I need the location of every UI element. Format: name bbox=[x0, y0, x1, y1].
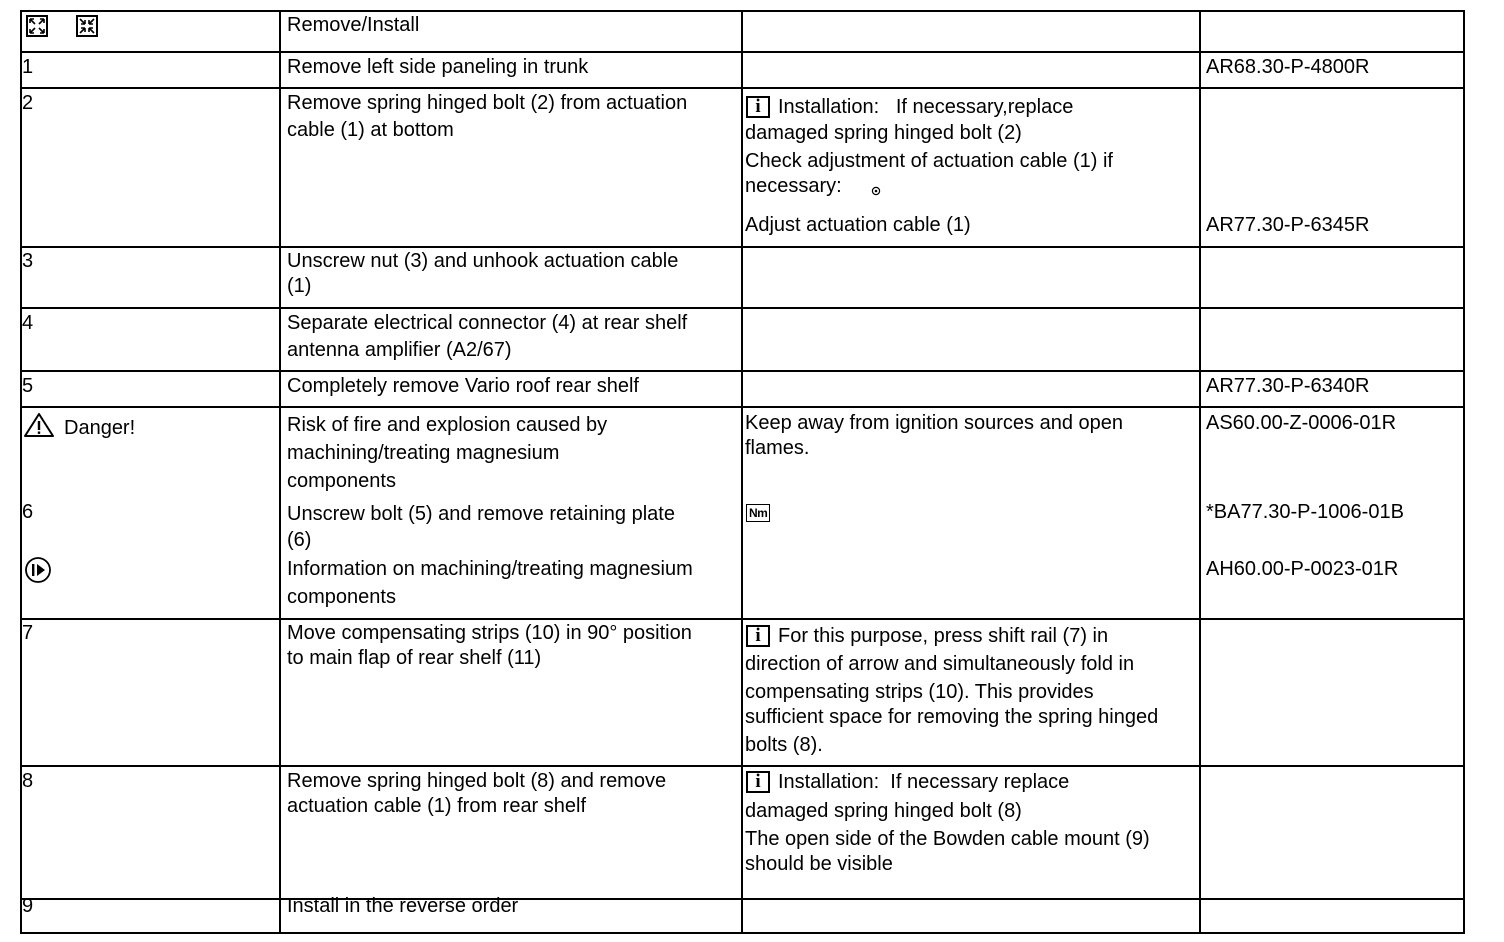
note-text: should be visible bbox=[745, 853, 893, 875]
note-text: damaged spring hinged bolt (2) bbox=[745, 122, 1022, 144]
note-text: flames. bbox=[745, 437, 810, 459]
reference-link[interactable]: AR77.30-P-6345R bbox=[1206, 214, 1370, 236]
note-text: If necessary,replace bbox=[895, 96, 1074, 118]
info-arrow-icon[interactable] bbox=[24, 556, 52, 584]
step-action: components bbox=[287, 586, 396, 608]
note-text: bolts (8). bbox=[745, 734, 823, 756]
sub-note: Adjust actuation cable (1) bbox=[745, 214, 971, 236]
info-icon[interactable]: i bbox=[746, 625, 770, 647]
column-divider bbox=[279, 10, 281, 934]
note-label: Installation: bbox=[778, 771, 880, 793]
note-text: If necessary replace bbox=[890, 771, 1070, 793]
step-number: 1 bbox=[22, 56, 34, 78]
note-line bbox=[746, 94, 1073, 120]
step-action: Completely remove Vario roof rear shelf bbox=[287, 375, 639, 397]
row-divider bbox=[20, 370, 1465, 372]
table-border-right bbox=[1463, 10, 1465, 934]
wrench-settings-icon[interactable] bbox=[871, 186, 881, 196]
reference-link[interactable]: *BA77.30-P-1006-01B bbox=[1206, 501, 1404, 523]
collapse-arrows-icon[interactable] bbox=[76, 15, 98, 37]
step-action: antenna amplifier (A2/67) bbox=[287, 339, 512, 361]
step-action: Remove spring hinged bolt (2) from actuation bbox=[287, 92, 688, 114]
step-action: components bbox=[287, 470, 396, 492]
reference-link[interactable]: AS60.00-Z-0006-01R bbox=[1206, 412, 1397, 434]
note-text: damaged spring hinged bolt (8) bbox=[745, 800, 1022, 822]
column-divider bbox=[741, 10, 743, 934]
step-number: 7 bbox=[22, 622, 34, 644]
row-divider bbox=[20, 307, 1465, 309]
expand-arrows-icon[interactable] bbox=[26, 15, 48, 37]
row-divider bbox=[20, 10, 1465, 12]
step-number: 9 bbox=[22, 895, 34, 917]
table-border-bottom bbox=[20, 932, 1465, 934]
row-divider bbox=[20, 246, 1465, 248]
note-text: Keep away from ignition sources and open bbox=[745, 412, 1124, 434]
step-number: 3 bbox=[22, 250, 34, 272]
step-number: 5 bbox=[22, 375, 34, 397]
row-divider bbox=[20, 618, 1465, 620]
header-title: Remove/Install bbox=[287, 14, 420, 36]
step-action: Risk of fire and explosion caused by bbox=[287, 414, 608, 436]
danger-label: Danger! bbox=[64, 417, 136, 439]
step-action: Remove spring hinged bolt (8) and remove bbox=[287, 770, 667, 792]
note-line bbox=[746, 769, 1069, 795]
step-action: Install in the reverse order bbox=[287, 895, 519, 917]
table-border-left bbox=[20, 10, 22, 934]
note-text: direction of arrow and simultaneously fold in bbox=[745, 653, 1135, 675]
step-action: (1) bbox=[287, 275, 312, 297]
note-text: The open side of the Bowden cable mount (9) bbox=[745, 828, 1150, 850]
step-number: 4 bbox=[22, 312, 34, 334]
note-text: For this purpose, press shift rail (7) in bbox=[778, 625, 1109, 647]
step-action: Separate electrical connector (4) at rear shelf bbox=[287, 312, 688, 334]
step-action: Unscrew nut (3) and unhook actuation cable bbox=[287, 250, 679, 272]
note-label: Installation: bbox=[778, 96, 880, 118]
row-divider bbox=[20, 765, 1465, 767]
step-action: actuation cable (1) from rear shelf bbox=[287, 795, 587, 817]
row-divider bbox=[20, 51, 1465, 53]
step-action: Unscrew bolt (5) and remove retaining plate bbox=[287, 503, 675, 525]
note-text: sufficient space for removing the spring hinged bbox=[745, 706, 1159, 728]
info-icon[interactable]: i bbox=[746, 771, 770, 793]
step-action: machining/treating magnesium bbox=[287, 442, 560, 464]
reference-link[interactable]: AR68.30-P-4800R bbox=[1206, 56, 1370, 78]
row-divider bbox=[20, 406, 1465, 408]
row-divider bbox=[20, 87, 1465, 89]
step-number: 8 bbox=[22, 770, 34, 792]
step-number: 6 bbox=[22, 501, 34, 523]
step-action: cable (1) at bottom bbox=[287, 119, 454, 141]
step-action: to main flap of rear shelf (11) bbox=[287, 647, 542, 669]
step-number: 2 bbox=[22, 92, 34, 114]
torque-nm-icon[interactable]: Nm bbox=[746, 504, 770, 522]
reference-link[interactable]: AR77.30-P-6340R bbox=[1206, 375, 1370, 397]
procedure-table bbox=[20, 10, 1464, 934]
step-action: Remove left side paneling in trunk bbox=[287, 56, 589, 78]
warning-triangle-icon bbox=[23, 412, 55, 438]
note-text: compensating strips (10). This provides bbox=[745, 681, 1094, 703]
note-text: Check adjustment of actuation cable (1) if bbox=[745, 150, 1113, 172]
step-action: (6) bbox=[287, 529, 312, 551]
note-text: necessary: bbox=[745, 175, 842, 197]
reference-link[interactable]: AH60.00-P-0023-01R bbox=[1206, 558, 1399, 580]
note-line bbox=[746, 623, 1108, 649]
row-divider bbox=[20, 898, 1465, 900]
info-icon[interactable]: i bbox=[746, 96, 770, 118]
step-action: Information on machining/treating magnesium bbox=[287, 558, 693, 580]
step-action: Move compensating strips (10) in 90° position bbox=[287, 622, 692, 644]
column-divider bbox=[1199, 10, 1201, 934]
